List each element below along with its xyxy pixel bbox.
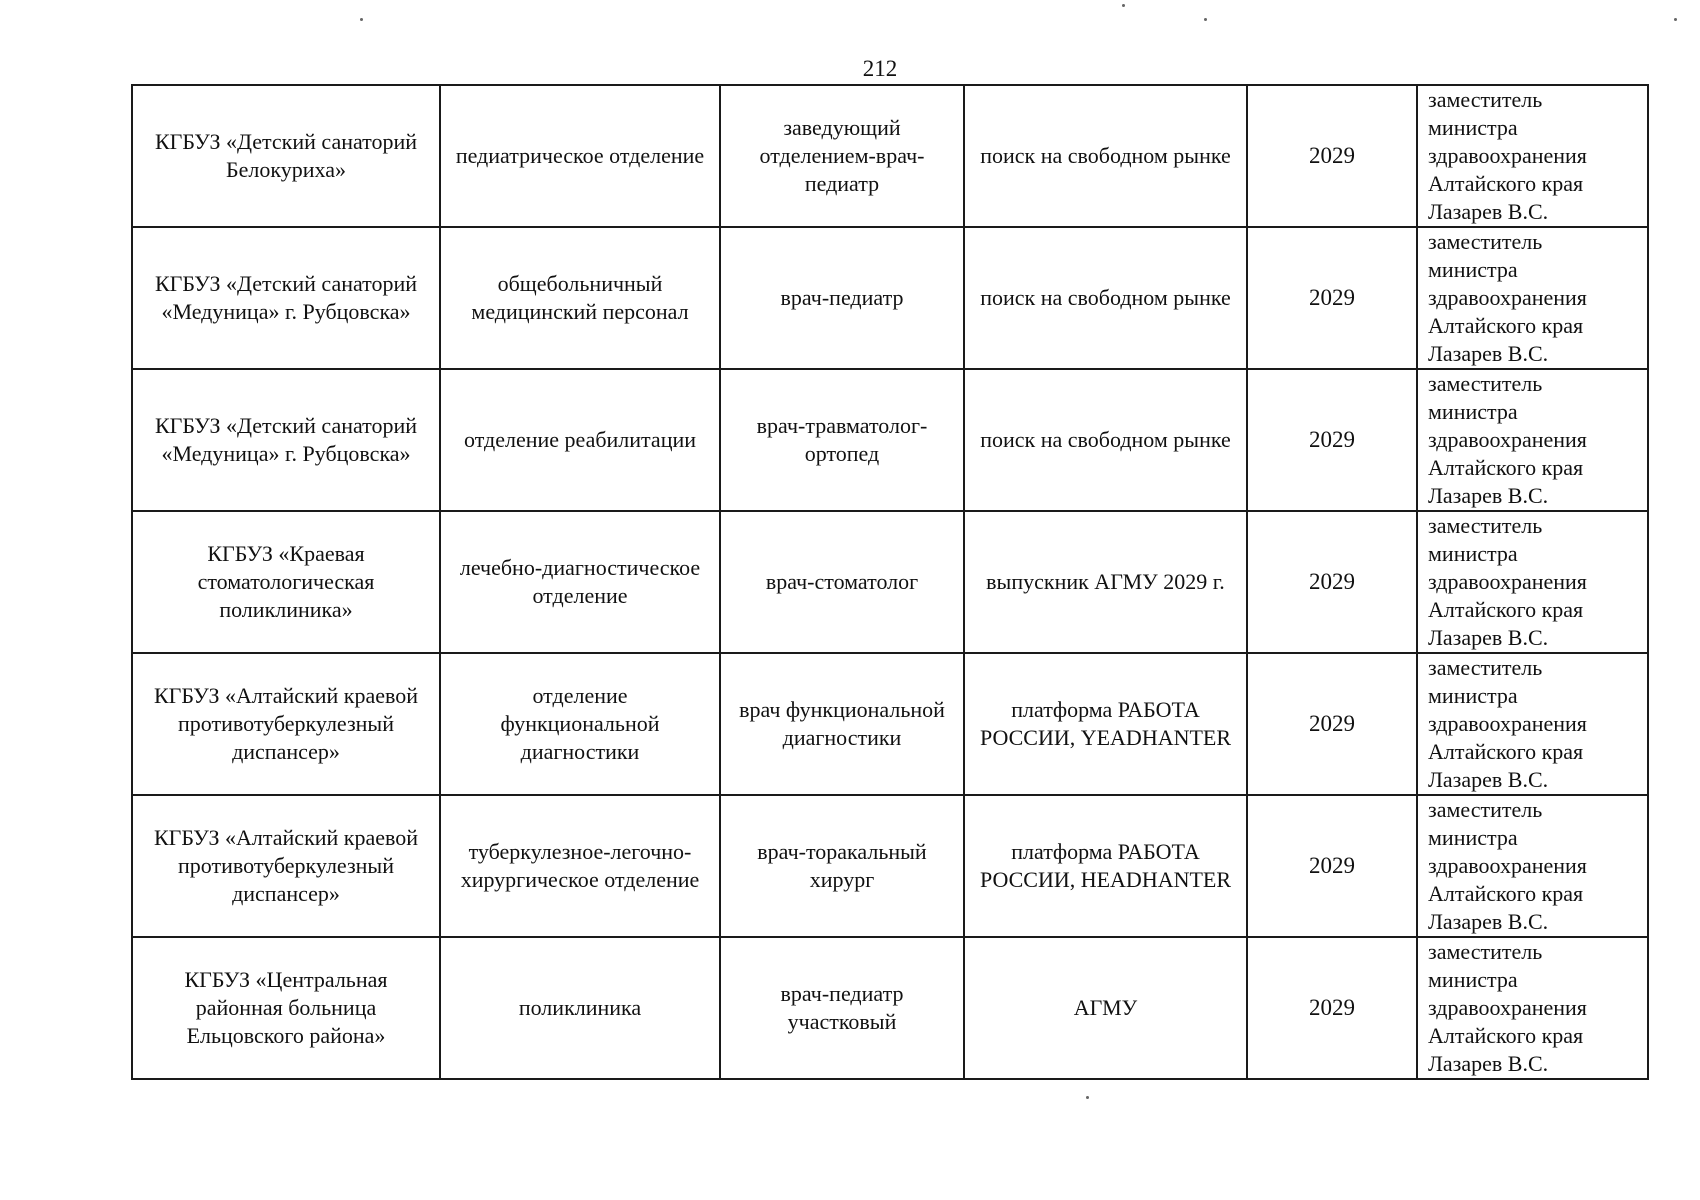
- table-row: [132, 227, 1648, 369]
- table-row: [132, 85, 1648, 227]
- department-cell: отделение функциональной диагностики: [440, 653, 720, 795]
- year-cell: 2029: [1247, 227, 1417, 369]
- staffing-table: [131, 84, 1649, 1080]
- scan-speck: [1204, 18, 1207, 21]
- department-cell: общебольничный медицинский персонал: [440, 227, 720, 369]
- scan-speck: [1674, 18, 1677, 21]
- organization-cell: КГБУЗ «Центральная районная больница Ельцовского района»: [132, 937, 440, 1079]
- department-cell: поликлиника: [440, 937, 720, 1079]
- department-cell: туберкулезное-легочно-хирургическое отделение: [440, 795, 720, 937]
- organization-cell: КГБУЗ «Детский санаторий «Медуница» г. Рубцовска»: [132, 369, 440, 511]
- year-cell: 2029: [1247, 937, 1417, 1079]
- source-cell: платформа РАБОТА РОССИИ, HEADHANTER: [964, 795, 1247, 937]
- responsible-cell: заместитель министра здравоохранения Алтайского края Лазарев В.С.: [1417, 85, 1648, 227]
- responsible-cell: заместитель министра здравоохранения Алтайского края Лазарев В.С.: [1417, 511, 1648, 653]
- source-cell: поиск на свободном рынке: [964, 227, 1247, 369]
- source-cell: поиск на свободном рынке: [964, 369, 1247, 511]
- source-cell: выпускник АГМУ 2029 г.: [964, 511, 1247, 653]
- department-cell: отделение реабилитации: [440, 369, 720, 511]
- year-cell: 2029: [1247, 369, 1417, 511]
- department-cell: педиатрическое отделение: [440, 85, 720, 227]
- position-cell: врач-травматолог-ортопед: [720, 369, 964, 511]
- year-cell: 2029: [1247, 85, 1417, 227]
- organization-cell: КГБУЗ «Алтайский краевой противотуберкулезный диспансер»: [132, 795, 440, 937]
- responsible-cell: заместитель министра здравоохранения Алтайского края Лазарев В.С.: [1417, 369, 1648, 511]
- department-cell: лечебно-диагностическое отделение: [440, 511, 720, 653]
- scan-speck: [1122, 4, 1125, 7]
- position-cell: врач функциональной диагностики: [720, 653, 964, 795]
- position-cell: врач-торакальный хирург: [720, 795, 964, 937]
- source-cell: поиск на свободном рынке: [964, 85, 1247, 227]
- responsible-cell: заместитель министра здравоохранения Алтайского края Лазарев В.С.: [1417, 653, 1648, 795]
- organization-cell: КГБУЗ «Краевая стоматологическая поликлиника»: [132, 511, 440, 653]
- scan-speck: [360, 18, 363, 21]
- organization-cell: КГБУЗ «Детский санаторий Белокуриха»: [132, 85, 440, 227]
- position-cell: заведующий отделением-врач-педиатр: [720, 85, 964, 227]
- position-cell: врач-педиатр участковый: [720, 937, 964, 1079]
- table-row: [132, 511, 1648, 653]
- organization-cell: КГБУЗ «Детский санаторий «Медуница» г. Рубцовска»: [132, 227, 440, 369]
- responsible-cell: заместитель министра здравоохранения Алтайского края Лазарев В.С.: [1417, 937, 1648, 1079]
- responsible-cell: заместитель министра здравоохранения Алтайского края Лазарев В.С.: [1417, 227, 1648, 369]
- responsible-cell: заместитель министра здравоохранения Алтайского края Лазарев В.С.: [1417, 795, 1648, 937]
- page-number: 212: [862, 56, 898, 81]
- position-cell: врач-стоматолог: [720, 511, 964, 653]
- source-cell: платформа РАБОТА РОССИИ, YEADHANTER: [964, 653, 1247, 795]
- scan-speck: [1086, 1096, 1089, 1099]
- table-row: [132, 369, 1648, 511]
- table-row: [132, 653, 1648, 795]
- organization-cell: КГБУЗ «Алтайский краевой противотуберкулезный диспансер»: [132, 653, 440, 795]
- position-cell: врач-педиатр: [720, 227, 964, 369]
- year-cell: 2029: [1247, 511, 1417, 653]
- table-row: [132, 795, 1648, 937]
- table-row: [132, 937, 1648, 1079]
- source-cell: АГМУ: [964, 937, 1247, 1079]
- year-cell: 2029: [1247, 795, 1417, 937]
- year-cell: 2029: [1247, 653, 1417, 795]
